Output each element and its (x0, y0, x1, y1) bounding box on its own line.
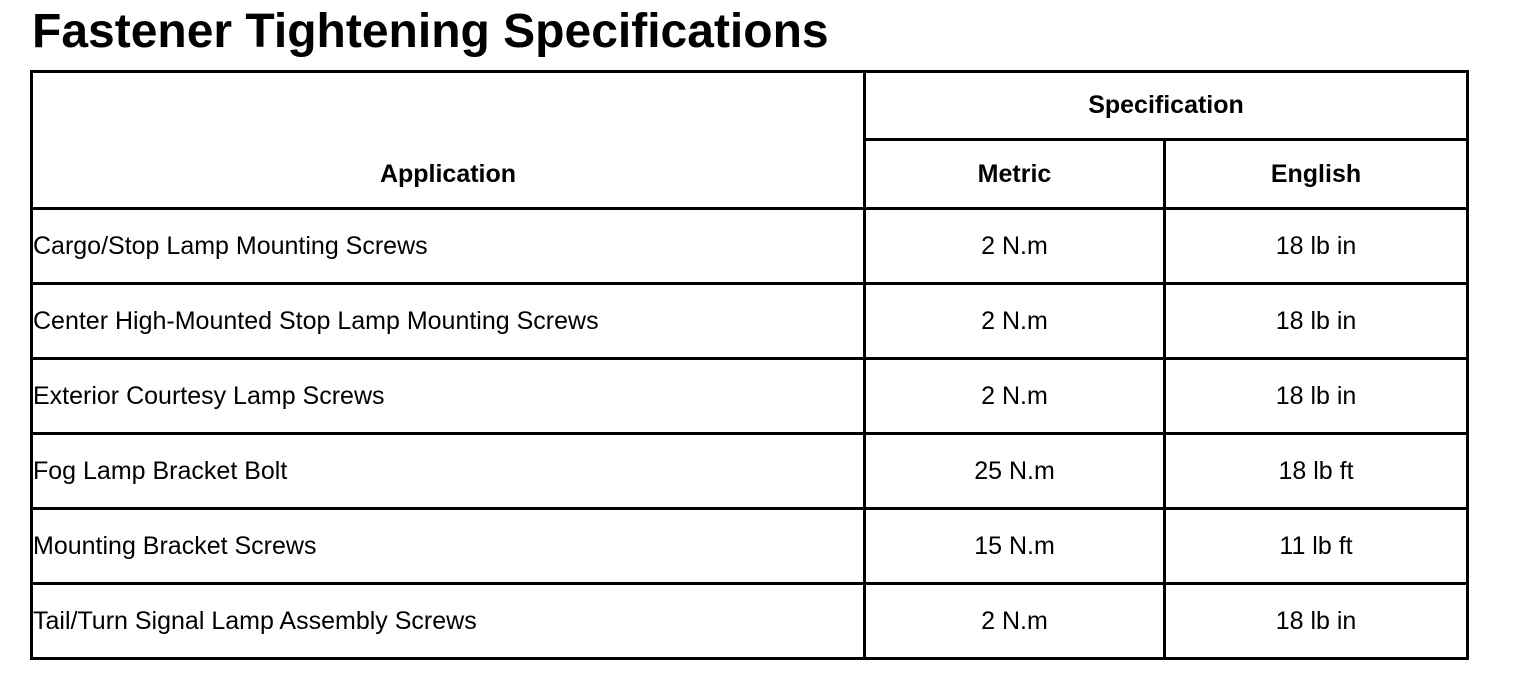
cell-application: Tail/Turn Signal Lamp Assembly Screws (32, 584, 865, 659)
table-row (32, 359, 1468, 434)
cell-application: Mounting Bracket Screws (32, 509, 865, 584)
table-row (32, 284, 1468, 359)
column-header-metric: Metric (865, 140, 1165, 209)
column-header-english: English (1165, 140, 1468, 209)
cell-english: 18 lb ft (1165, 434, 1468, 509)
cell-metric: 2 N.m (865, 359, 1165, 434)
table-row (32, 509, 1468, 584)
page-title: Fastener Tightening Specifications (32, 5, 829, 58)
cell-application: Center High-Mounted Stop Lamp Mounting Screws (32, 284, 865, 359)
cell-english: 11 lb ft (1165, 509, 1468, 584)
cell-english: 18 lb in (1165, 209, 1468, 284)
column-header-specification: Specification (865, 72, 1468, 140)
table-header (32, 72, 1468, 209)
cell-metric: 15 N.m (865, 509, 1165, 584)
table-row (32, 584, 1468, 659)
column-header-application: Application (32, 72, 865, 209)
cell-english: 18 lb in (1165, 359, 1468, 434)
header-row-top (32, 72, 1468, 140)
cell-application: Cargo/Stop Lamp Mounting Screws (32, 209, 865, 284)
table-row (32, 434, 1468, 509)
cell-metric: 2 N.m (865, 209, 1165, 284)
cell-application: Fog Lamp Bracket Bolt (32, 434, 865, 509)
table-body (32, 209, 1468, 659)
cell-metric: 2 N.m (865, 584, 1165, 659)
cell-metric: 25 N.m (865, 434, 1165, 509)
fastener-spec-table (30, 70, 1469, 660)
table-row (32, 209, 1468, 284)
cell-english: 18 lb in (1165, 284, 1468, 359)
cell-application: Exterior Courtesy Lamp Screws (32, 359, 865, 434)
cell-metric: 2 N.m (865, 284, 1165, 359)
cell-english: 18 lb in (1165, 584, 1468, 659)
